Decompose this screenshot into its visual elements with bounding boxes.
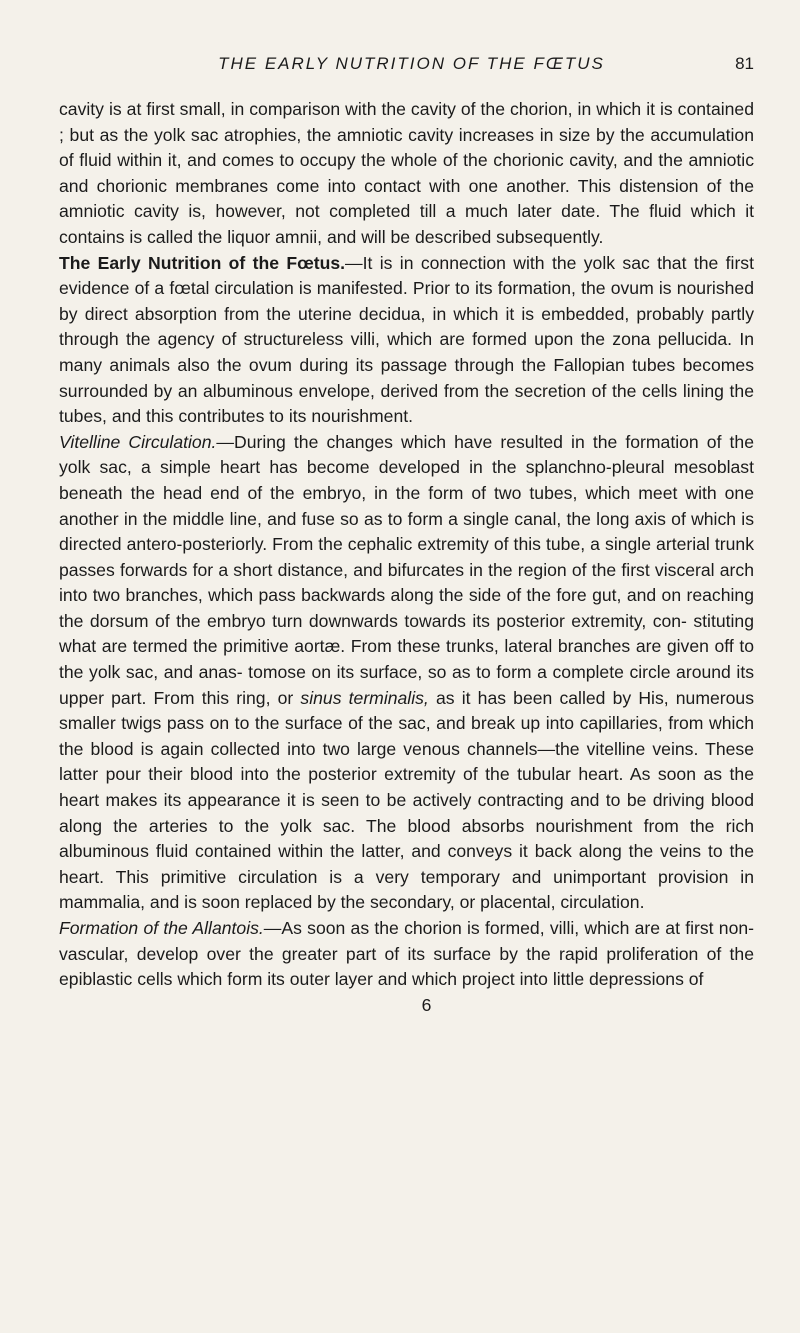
paragraph-early-nutrition-body: —It is in connection with the yolk sac that the first evidence of a fœtal circulation is manifested. Prior to its formation, the ovum is nourished by direct absorption from the uterine decidua, in which it is embedded, probably partly through the agency of structureless villi, which are formed upon the zona pellucida. In many animals also the ovum during its passage through the Fallopian tubes becomes surrounded by an albuminous envelope, derived from the secretion of the cells lining the tubes, and this contributes to its nourishment.: [59, 252, 754, 427]
paragraph-amniotic-cavity: cavity is at first small, in comparison with the cavity of the chorion, in which it is contained ; but as the yolk sac atrophies, the amniotic cavity increases in size by the accumulation of fluid within it, and comes to occupy the whole of the chorionic cavity, and the amniotic and chorionic membranes come into contact with one another. This distension of the amniotic cavity is, however, not completed till a much later date. The fluid which it contains is called the liquor amnii, and will be described subsequently.: [59, 99, 754, 247]
section-heading-vitelline: Vitelline Circulation.: [59, 431, 217, 452]
term-sinus-terminalis: sinus terminalis,: [300, 687, 429, 708]
section-heading-allantois: Formation of the Allantois.: [59, 918, 264, 938]
paragraph-vitelline-circulation: [59, 430, 754, 916]
section-heading-early-nutrition: The Early Nutrition of the Fœtus.: [59, 252, 346, 273]
paragraph-vitelline-body-b: as it has been called by His, numerous smaller twigs pass on to the surface of the sac, and break up into capillaries, from which the blood is again collected into two large venous channels—the vitelline veins. These latter pour their blood into the posterior extremity of the tubular heart. As soon as the heart makes its appearance it is seen to be actively contracting and to be driving blood along the arteries to the yolk sac. The blood absorbs nourishment from the rich albuminous fluid contained within the latter, and conveys it back along the veins to the heart. This primitive circulation is a very temporary and unimportant provision in mammalia, and is soon replaced by the secondary, or placental, circulation.: [59, 687, 755, 913]
paragraph-early-nutrition: [59, 251, 754, 430]
signature-mark: 6: [421, 994, 432, 1015]
page-number: 81: [735, 54, 754, 73]
paragraph-allantois-body: —As soon as the chorion is formed, villi, which are at first non-vascular, develop over the greater part of its surface by the rapid proliferation of the epiblastic cells which form its outer layer and which project into little depressions of: [59, 918, 755, 990]
paragraph-vitelline-body-a: —During the changes which have resulted in the formation of the yolk sac, a simple heart has become developed in the splanchno-pleural mesoblast beneath the head end of the embryo, in the form of two tubes, which meet with one another in the middle line, and fuse so as to form a single canal, the long axis of which is directed antero-posteriorly. From the cephalic extremity of this tube, a single arterial trunk passes forwards for a short distance, and bifurcates in the region of the first visceral arch into two branches, which pass backwards along the side of the fore gut, and on reaching the dorsum of the embryo turn downwards towards its posterior extremity, con- stituting what are termed the primitive aortæ. From these trunks, lateral branches are given off to the yolk sac, and anas- tomose on its surface, so as to form a complete circle around its upper part. From this ring, or: [59, 431, 755, 708]
running-title: THE EARLY NUTRITION OF THE FŒTUS: [218, 54, 605, 73]
running-header: [59, 54, 754, 84]
paragraph-allantois: [59, 916, 754, 993]
body-text: [59, 97, 754, 993]
